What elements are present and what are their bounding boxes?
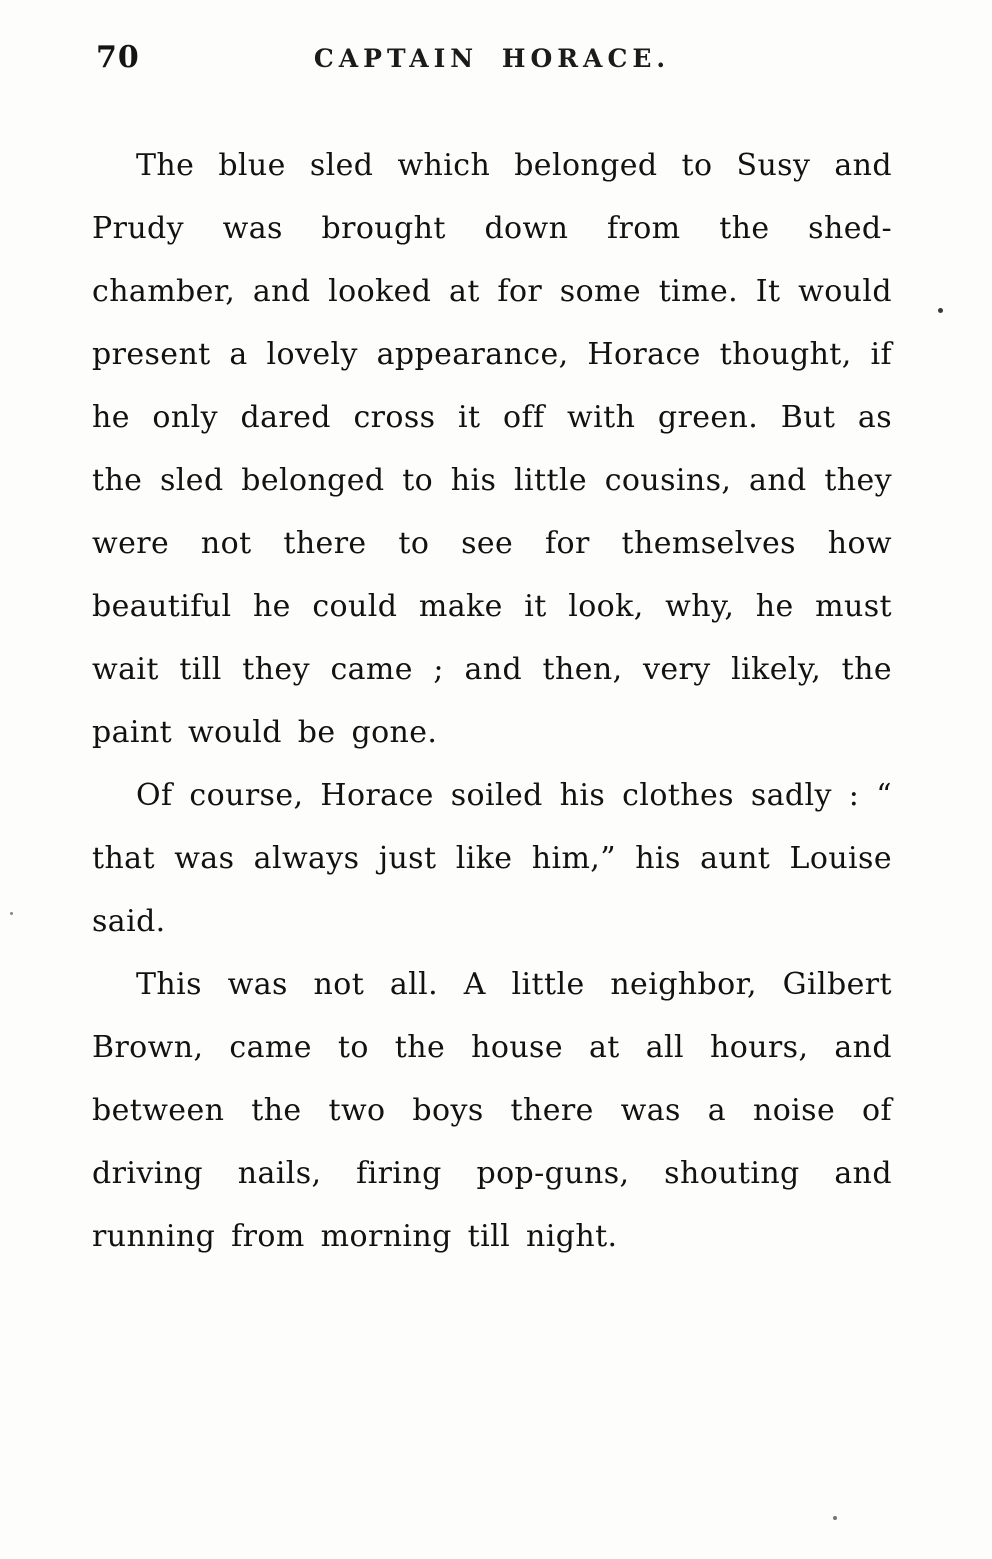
scan-speck	[938, 308, 943, 313]
page-header	[92, 38, 892, 82]
paragraph: This was not all. A little neighbor, Gilbert Brown, came to the house at all hours, and between the two boys there was a noise of driving nails, firing pop-guns, shouting and running from morning till night.	[92, 967, 892, 1254]
scan-speck	[10, 912, 13, 915]
running-title: CAPTAIN HORACE.	[313, 44, 671, 73]
paragraph: The blue sled which belonged to Susy and Prudy was brought down from the shed-chamber, and looked at for some time. It would present a lovely appearance, Horace thought, if he only dared cross it off with green. But as the sled belonged to his little cousins, and they were not there to see for themselves how beautiful he could make it look, why, he must wait till they came ; and then, very likely, the paint would be gone.	[92, 148, 892, 750]
paragraph: Of course, Horace soiled his clothes sadly : “ that was always just like him,” his aunt Louise said.	[92, 778, 892, 939]
page-number: 70	[96, 40, 140, 75]
body-text	[92, 134, 892, 1268]
scan-speck	[833, 1516, 837, 1520]
